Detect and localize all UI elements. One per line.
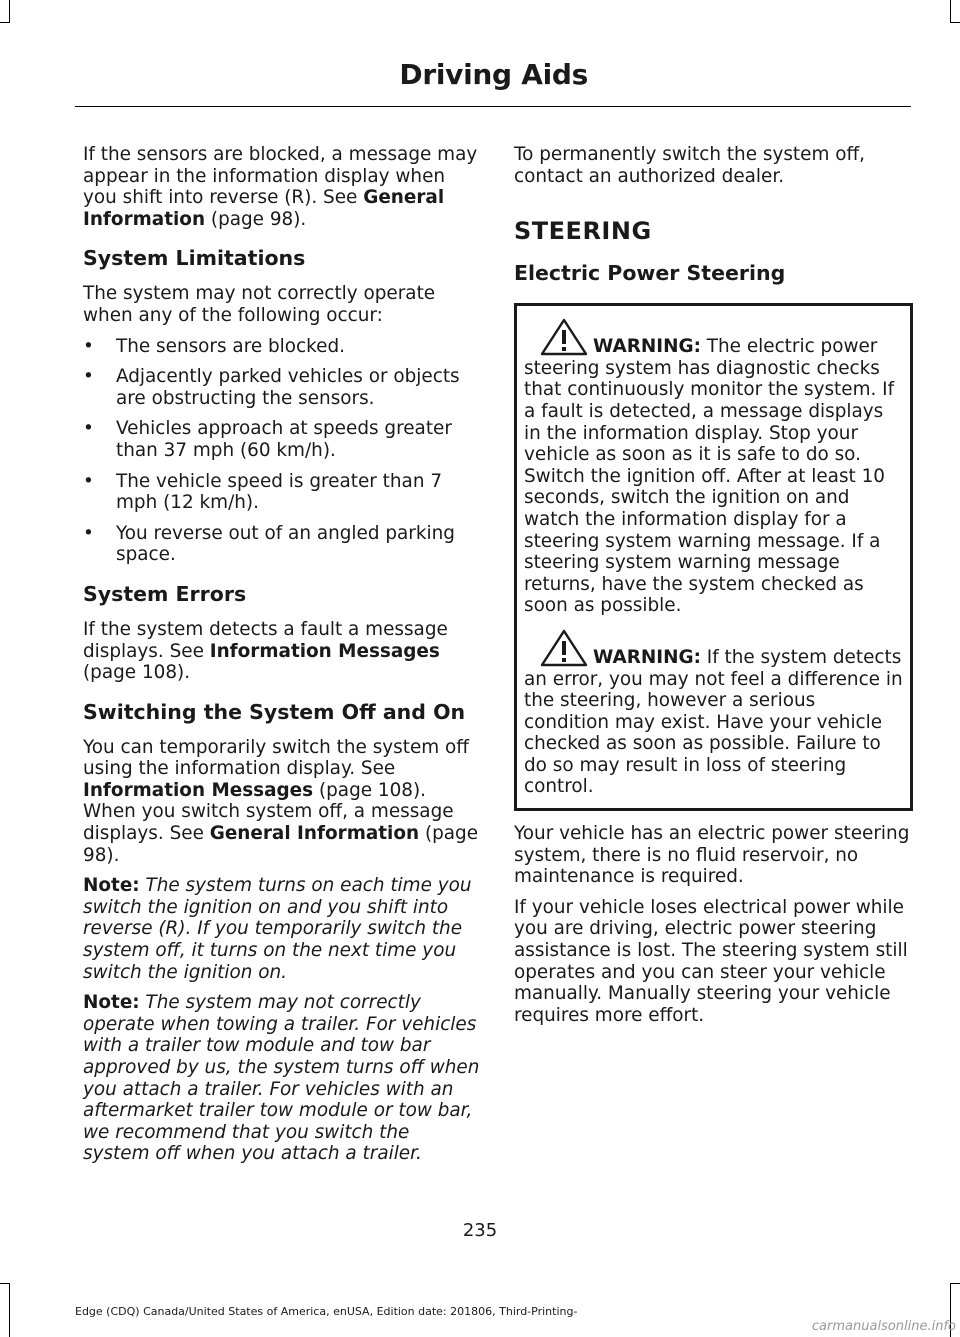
cross-reference-link[interactable]: General Information — [209, 823, 420, 845]
crop-mark — [950, 22, 960, 23]
bullet: • — [83, 366, 94, 388]
bullet: • — [83, 522, 94, 544]
list-item — [83, 336, 480, 358]
bullet: • — [83, 418, 94, 440]
right-column — [514, 144, 910, 1035]
power-loss-paragraph: If your vehicle loses electrical power while you are driving, electric power steering assistance is lost. The steering system still operates and you can steer your vehicle manually. Manually steering your vehicle requires more effort. — [514, 896, 908, 1026]
list-item-text: The sensors are blocked. — [116, 335, 345, 357]
list-item — [83, 523, 480, 566]
note-label: Note: — [83, 875, 140, 897]
page-number: 235 — [462, 1220, 498, 1241]
warning-item — [524, 629, 904, 798]
text: If the sensors are blocked, a message may appear in the information display when you shift into reverse (R). See — [83, 144, 478, 209]
warning-item — [524, 318, 904, 617]
page-title: Driving Aids — [399, 58, 588, 91]
note-paragraph — [83, 875, 480, 983]
crop-mark — [0, 1283, 10, 1284]
note-label: Note: — [83, 992, 140, 1014]
list-item-text: Adjacently parked vehicles or objects are obstructing the sensors. — [116, 366, 460, 409]
electric-power-steering-heading: Electric Power Steering — [514, 261, 786, 286]
crop-mark — [950, 1283, 960, 1284]
sensors-blocked-paragraph — [83, 144, 480, 230]
switching-heading: Switching the System Off and On — [83, 699, 466, 724]
text: (page 108). When you switch system off, a message displays. See — [83, 779, 454, 845]
left-column — [83, 144, 480, 1174]
list-item-text: The vehicle speed is greater than 7 mph (12 km/h). — [116, 470, 443, 514]
warning-label: WARNING: — [593, 336, 701, 358]
note-text: The system turns on each time you switch the ignition on and you shift into reverse (R). If you temporarily switch the system off, it turns on the next time you switch the ignition on. — [83, 875, 472, 983]
list-item-text: Vehicles approach at speeds greater than 37 mph (60 km/h). — [116, 418, 452, 461]
note-text: The system may not correctly operate when towing a trailer. For vehicles with a trailer tow module and tow bar approved by us, the system turns off when you attach a trailer. For vehicles with an aftermarket trailer tow module or tow bar, we recommend that you switch the system off when you attach a trailer. — [83, 992, 480, 1165]
list-item — [83, 471, 480, 514]
warning-text: If the system detects an error, you may not feel a difference in the steering, however a serious condition may exist. Have your vehicle checked as soon as possible. Failure to do so may result in loss of steering control. — [524, 646, 903, 798]
text: If the system detects a fault a message displays. See — [83, 618, 448, 662]
list-item — [83, 366, 480, 409]
warning-triangle-icon — [540, 629, 588, 667]
list-item — [83, 418, 480, 461]
text: (page 108). — [83, 662, 191, 684]
edition-info: Edge (CDQ) Canada/United States of America, enUSA, Edition date: 201806, Third-Printing- — [75, 1305, 578, 1318]
limitations-intro: The system may not correctly operate when any of the following occur: — [83, 283, 436, 326]
header-divider — [75, 106, 911, 107]
bullet: • — [83, 470, 94, 492]
crop-mark — [950, 0, 951, 22]
cross-reference-link[interactable]: General Information — [83, 187, 445, 230]
bullet: • — [83, 335, 94, 357]
limitations-list — [83, 336, 480, 566]
crop-mark — [9, 1283, 10, 1337]
system-limitations-heading: System Limitations — [83, 246, 306, 271]
warning-box — [514, 303, 913, 811]
warning-triangle-icon — [540, 318, 588, 356]
text: You can temporarily switch the system off using the information display. See — [83, 736, 469, 780]
warning-text: The electric power steering system has diagnostic checks that continuously monitor the system. If a fault is detected, a message displays in the information display. Stop your vehicle as soon as it is safe to do so. Switch the ignition off. After at least 10 seconds, switch the ignition on and watch the information display for a steering system warning message. If a steering system warning message returns, have the system checked as soon as possible. — [524, 336, 895, 617]
eps-paragraph: Your vehicle has an electric power steering system, there is no fluid reservoir, no maintenance is required. — [514, 823, 910, 888]
cross-reference-link[interactable]: Information Messages — [209, 640, 440, 662]
crop-mark — [9, 0, 10, 22]
warning-label: WARNING: — [593, 646, 701, 668]
text: (page 98). — [205, 208, 307, 230]
steering-section-heading: STEERING — [514, 217, 652, 246]
list-item-text: You reverse out of an angled parking space. — [116, 522, 455, 566]
note-paragraph — [83, 992, 480, 1165]
system-errors-paragraph — [83, 619, 480, 684]
watermark: carmanualsonline.info — [811, 1319, 956, 1334]
text: (page 98). — [83, 823, 479, 866]
permanent-off-paragraph: To permanently switch the system off, contact an authorized dealer. — [514, 144, 865, 187]
cross-reference-link[interactable]: Information Messages — [83, 779, 314, 801]
switching-paragraph — [83, 737, 480, 867]
system-errors-heading: System Errors — [83, 581, 247, 606]
crop-mark — [0, 22, 10, 23]
